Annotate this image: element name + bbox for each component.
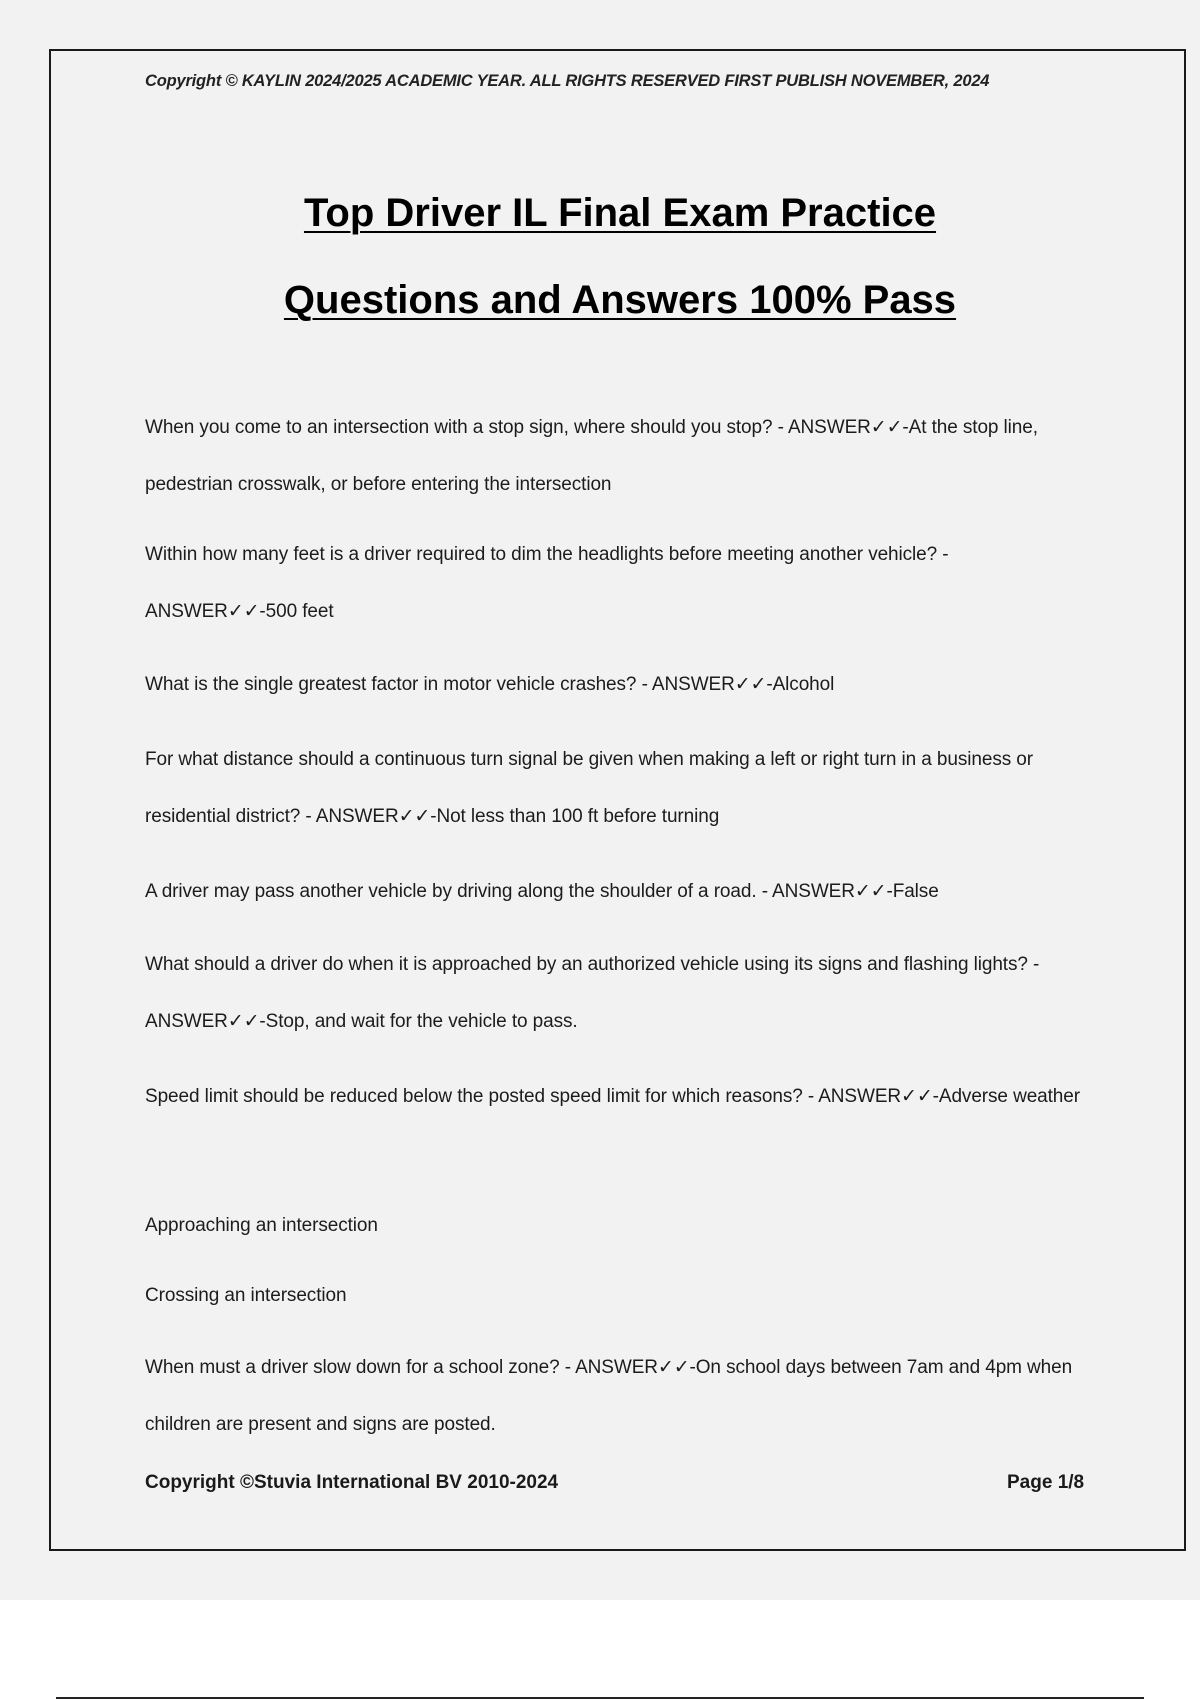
qa-paragraph: What should a driver do when it is approached by an authorized vehicle using its signs and flashing lights? - ANSWER✓✓-Stop, and wait for the vehicle to pass. xyxy=(145,954,1040,1032)
qa-paragraph: When you come to an intersection with a stop sign, where should you stop? - ANSWER✓✓-At the stop line, pedestrian crosswalk, or before entering the intersection xyxy=(145,417,1038,495)
qa-paragraph: Speed limit should be reduced below the posted speed limit for which reasons? - ANSWER✓✓-Adverse weather xyxy=(145,1086,1080,1107)
qa-paragraph: What is the single greatest factor in motor vehicle crashes? - ANSWER✓✓-Alcohol xyxy=(145,674,835,695)
qa-paragraph: Crossing an intersection xyxy=(145,1285,347,1306)
header-copyright: Copyright © KAYLIN 2024/2025 ACADEMIC YEAR. ALL RIGHTS RESERVED FIRST PUBLISH NOVEMBER, 2024 xyxy=(145,72,990,90)
next-page-rule xyxy=(56,1697,1144,1699)
footer-copyright: Copyright ©Stuvia International BV 2010-2024 xyxy=(145,1472,559,1493)
qa-paragraph: A driver may pass another vehicle by driving along the shoulder of a road. - ANSWER✓✓-False xyxy=(145,881,939,902)
page-number: Page 1/8 xyxy=(1007,1472,1085,1493)
title-line-1: Top Driver IL Final Exam Practice xyxy=(303,191,937,235)
qa-paragraph: Approaching an intersection xyxy=(145,1215,378,1236)
qa-paragraph: For what distance should a continuous turn signal be given when making a left or right turn in a business or residential district? - ANSWER✓✓-Not less than 100 ft before turning xyxy=(145,749,1033,827)
qa-paragraph: When must a driver slow down for a school zone? - ANSWER✓✓-On school days between 7am and 4pm when children are present and signs are posted. xyxy=(145,1357,1073,1435)
title-line-2: Questions and Answers 100% Pass xyxy=(283,278,957,322)
document-title xyxy=(145,170,1095,344)
qa-paragraph: Within how many feet is a driver required to dim the headlights before meeting another vehicle? - ANSWER✓✓-500 feet xyxy=(145,544,949,622)
